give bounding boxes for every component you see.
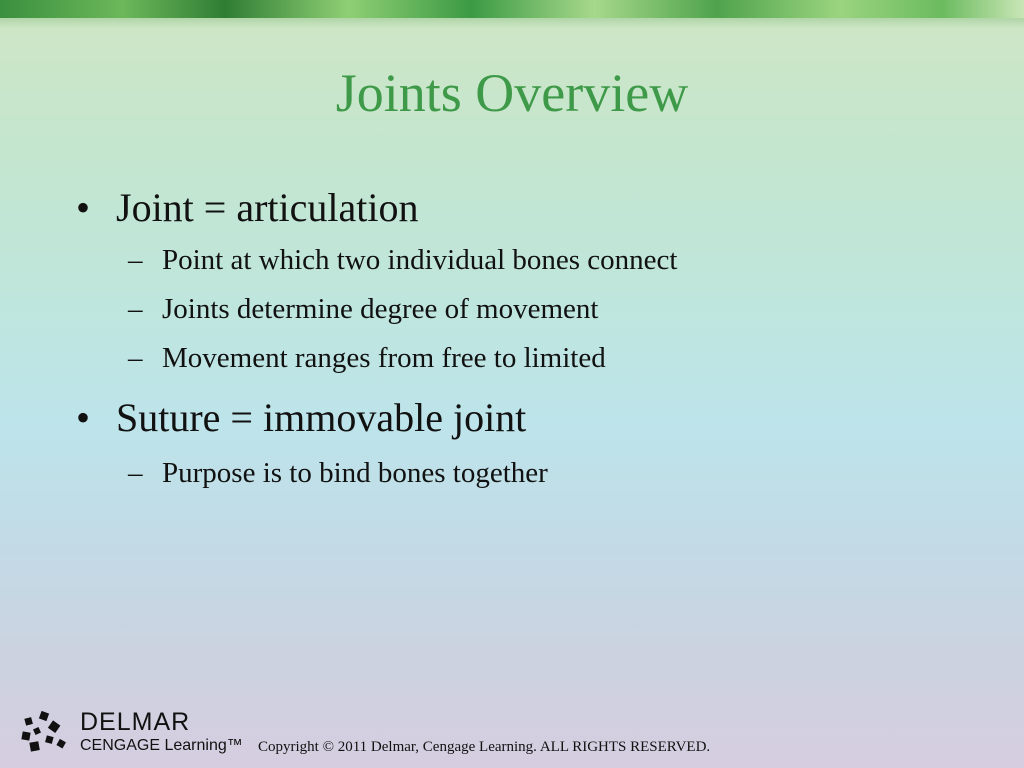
bullet-text: Suture = immovable joint — [116, 395, 527, 440]
dash-icon: – — [128, 244, 143, 276]
dash-icon: – — [128, 293, 143, 325]
sub-bullet-item — [128, 459, 548, 488]
bullet-icon: • — [76, 185, 91, 230]
bullet-text: Joint = articulation — [116, 185, 419, 230]
dash-icon: – — [128, 342, 143, 374]
sub-bullet-text: Joints determine degree of movement — [162, 293, 599, 325]
sub-bullet-item — [128, 246, 677, 275]
dash-icon: – — [128, 457, 143, 489]
delmar-logo-mark-icon — [20, 710, 76, 756]
sub-bullet-item — [128, 344, 606, 373]
logo-wordmark-cengage: CENGAGE Learning™ — [80, 737, 243, 754]
sub-bullet-text: Purpose is to bind bones together — [162, 457, 548, 489]
bullet-icon: • — [76, 395, 91, 440]
copyright-notice: Copyright © 2011 Delmar, Cengage Learning. ALL RIGHTS RESERVED. — [258, 739, 711, 755]
logo-wordmark-delmar: DELMAR — [80, 708, 191, 736]
sub-bullet-text: Movement ranges from free to limited — [162, 342, 606, 374]
sub-bullet-item — [128, 295, 598, 324]
delmar-cengage-logo — [20, 710, 250, 756]
bullet-item — [76, 185, 419, 230]
slide-title: Joints Overview — [335, 63, 689, 123]
bullet-item — [76, 395, 527, 440]
sub-bullet-text: Point at which two individual bones connect — [162, 244, 678, 276]
